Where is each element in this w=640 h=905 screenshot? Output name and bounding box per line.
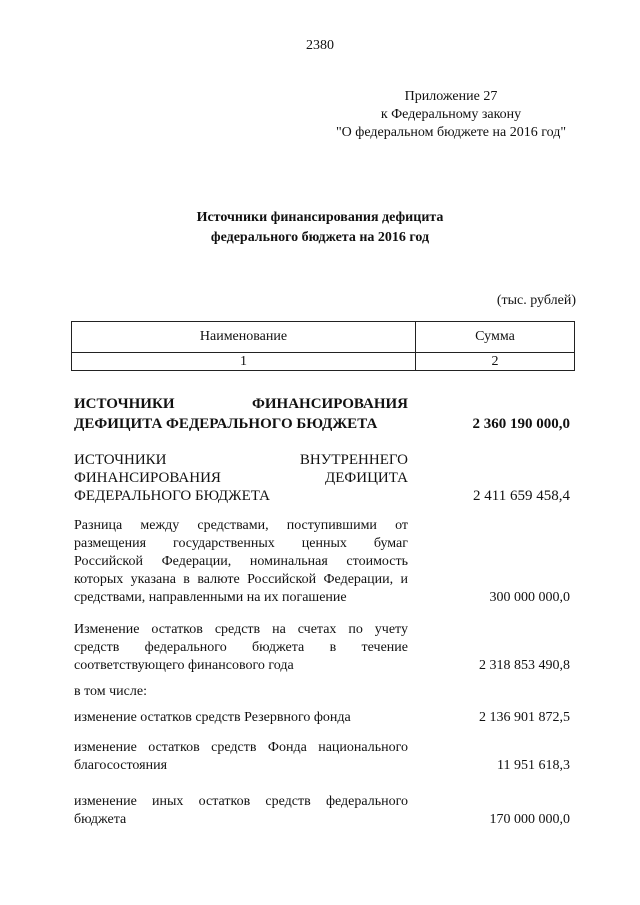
column-number-1: 1: [72, 353, 416, 371]
table-header: [71, 321, 575, 371]
row-name-line: Изменение остатков средств на счетах по учету: [74, 622, 408, 637]
table-row: [74, 621, 574, 675]
table-row: [74, 517, 574, 607]
row-amount: 2 360 190 000,0: [472, 416, 570, 432]
table-row: [74, 451, 574, 505]
table-row: [74, 683, 574, 701]
row-name-line: ДЕФИЦИТА ФЕДЕРАЛЬНОГО БЮДЖЕТА: [74, 416, 378, 432]
row-name-line: Российской Федерации, номинальная стоимость: [74, 554, 408, 569]
row-name-line: ФИНАНСИРОВАНИЯ ДЕФИЦИТА: [74, 470, 408, 486]
row-name-line: которых указана в валюте Российской Федерации, и: [74, 572, 408, 587]
row-name-line: ИСТОЧНИКИ ВНУТРЕННЕГО: [74, 452, 408, 468]
appendix-line-2: к Федеральному закону: [380, 107, 522, 122]
appendix-block: [316, 88, 586, 142]
row-name: [74, 394, 408, 434]
row-name: [74, 621, 408, 675]
unit-label: (тыс. рублей): [496, 293, 576, 308]
document-title: [0, 208, 640, 248]
row-name-line: ФЕДЕРАЛЬНОГО БЮДЖЕТА: [74, 488, 270, 504]
row-name-line: изменение остатков средств Резервного фонда: [74, 710, 351, 725]
appendix-line-3: "О федеральном бюджете на 2016 год": [335, 125, 567, 140]
row-name-line: изменение остатков средств Фонда национального: [74, 740, 408, 755]
row-name-line: средств федерального бюджета в течение: [74, 640, 408, 655]
row-amount: 300 000 000,0: [489, 590, 570, 605]
row-name: [74, 517, 408, 607]
row-name: [74, 451, 408, 505]
row-name-line: бюджета: [74, 812, 127, 827]
column-header-name: Наименование: [72, 322, 416, 353]
row-name: [74, 793, 408, 829]
row-amount: 170 000 000,0: [489, 812, 570, 827]
row-name-line: Разница между средствами, поступившими от: [74, 518, 408, 533]
title-line-2: федерального бюджета на 2016 год: [210, 230, 430, 245]
row-name-line: размещения государственных ценных бумаг: [74, 536, 408, 551]
appendix-line-1: Приложение 27: [404, 89, 498, 104]
row-name: [74, 683, 408, 701]
row-name-line: изменение иных остатков средств федерального: [74, 794, 408, 809]
row-name-line: ИСТОЧНИКИ ФИНАНСИРОВАНИЯ: [74, 396, 408, 412]
row-amount: 2 318 853 490,8: [479, 658, 570, 673]
column-header-amount: Сумма: [416, 322, 575, 353]
row-name: [74, 709, 408, 727]
title-line-1: Источники финансирования дефицита: [196, 210, 444, 225]
row-name-line: в том числе:: [74, 684, 147, 699]
row-amount: 2 411 659 458,4: [473, 488, 570, 504]
table-row: [74, 793, 574, 829]
table-row: [74, 709, 574, 727]
row-name-line: средствами, направленными на их погашение: [74, 590, 347, 605]
row-amount: 2 136 901 872,5: [479, 710, 570, 725]
row-name-line: соответствующего финансового года: [74, 658, 294, 673]
table-row: [74, 739, 574, 775]
page-number: 2380: [306, 38, 334, 53]
row-name: [74, 739, 408, 775]
column-number-2: 2: [416, 353, 575, 371]
row-amount: 11 951 618,3: [497, 758, 570, 773]
table-row: [74, 394, 574, 434]
row-name-line: благосостояния: [74, 758, 168, 773]
